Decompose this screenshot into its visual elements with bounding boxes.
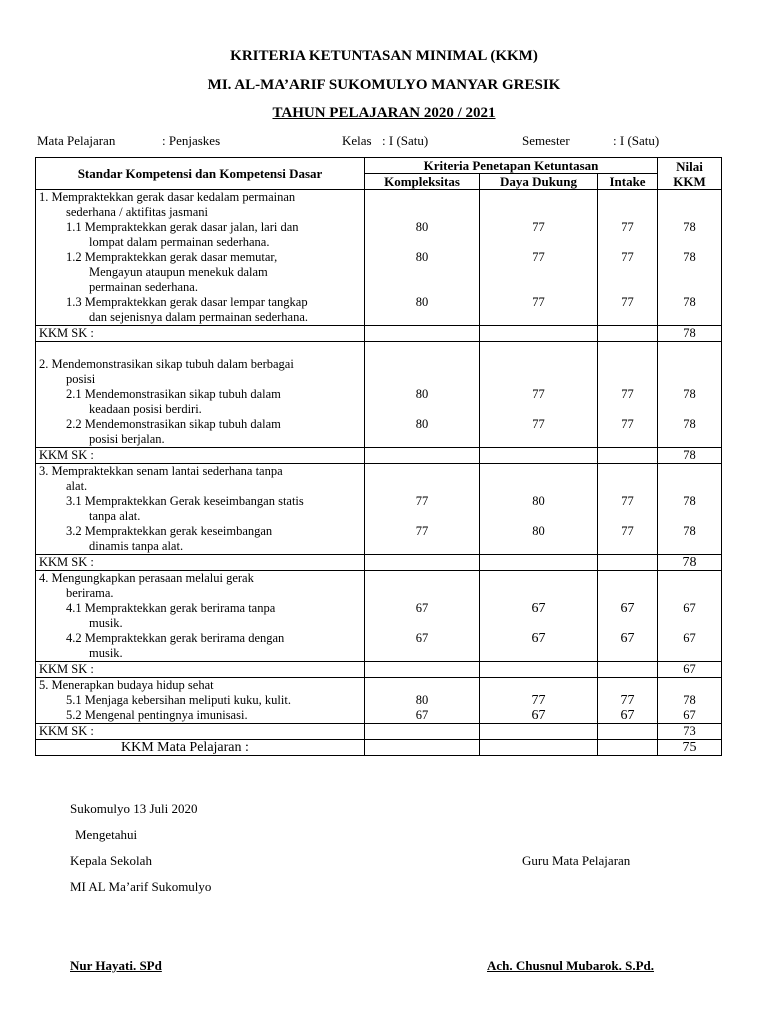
sk-text: 4. Mengungkapkan perasaan melalui gerak berirama. 4.1 Mempraktekkan gerak berirama tanpa musik. 4.2 Mempraktekkan gerak berirama dengan musik. <box>36 571 365 662</box>
kkm-sk-row-5 <box>36 724 722 740</box>
sk-block-3 <box>36 464 722 555</box>
sk-text: 2. Mendemonstrasikan sikap tubuh dalam berbagai posisi 2.1 Mendemonstrasikan sikap tubuh dalam keadaan posisi berdiri. 2.2 Mendemonstrasikan sikap tubuh dalam posisi berjalan. <box>36 342 365 448</box>
kkm-sk-label: KKM SK : <box>36 326 365 342</box>
kkm-table <box>35 157 722 756</box>
kkm-mapel-label: KKM Mata Pelajaran : <box>36 740 365 756</box>
kkm-sk-label: KKM SK : <box>36 448 365 464</box>
class-label: Kelas <box>342 133 372 148</box>
kompleksitas-cell: 80 80 <box>365 342 480 448</box>
header-row <box>36 158 722 174</box>
sk-text: 3. Mempraktekkan senam lantai sederhana tanpa alat. 3.1 Mempraktekkan Gerak keseimbangan statis tanpa alat. 3.2 Mempraktekkan gerak keseimbangan dinamis tanpa alat. <box>36 464 365 555</box>
kompleksitas-cell: 77 77 <box>365 464 480 555</box>
nilai-kkm-cell: 78 67 <box>658 678 722 724</box>
teacher-title: Guru Mata Pelajaran <box>522 853 631 868</box>
intake-cell: 67 67 <box>598 571 658 662</box>
principal-name: Nur Hayati. SPd <box>70 958 162 973</box>
daya-dukung-cell: 77 77 77 <box>480 190 598 326</box>
header-intake: Intake <box>598 174 658 190</box>
class-value: : I (Satu) <box>382 133 429 148</box>
kkm-sk-value: 78 <box>658 326 722 342</box>
sk-block-5 <box>36 678 722 724</box>
daya-dukung-cell: 77 77 <box>480 342 598 448</box>
subject-label: Mata Pelajaran <box>37 133 116 148</box>
semester-label: Semester <box>522 133 570 148</box>
header-sk: Standar Kompetensi dan Kompetensi Dasar <box>36 158 365 190</box>
document-title: KRITERIA KETUNTASAN MINIMAL (KKM) <box>230 48 538 64</box>
intake-cell: 77 77 <box>598 342 658 448</box>
kkm-sk-row-2 <box>36 448 722 464</box>
principal-title: Kepala Sekolah <box>70 853 152 868</box>
teacher-name: Ach. Chusnul Mubarok. S.Pd. <box>487 958 655 973</box>
kkm-sk-label: KKM SK : <box>36 662 365 678</box>
kkm-sk-label: KKM SK : <box>36 555 365 571</box>
place-date: Sukomulyo 13 Juli 2020 <box>70 801 198 816</box>
sk-text: 5. Menerapkan budaya hidup sehat 5.1 Menjaga kebersihan meliputi kuku, kulit. 5.2 Mengenal pentingnya imunisasi. <box>36 678 365 724</box>
subject-value: : Penjaskes <box>162 133 221 148</box>
kkm-sk-value: 73 <box>658 724 722 740</box>
daya-dukung-cell: 67 67 <box>480 571 598 662</box>
nilai-kkm-cell: 67 67 <box>658 571 722 662</box>
header-nilai-kkm: Nilai KKM <box>658 158 722 190</box>
nilai-kkm-cell: 78 78 <box>658 342 722 448</box>
intake-cell: 77 67 <box>598 678 658 724</box>
sk-block-4 <box>36 571 722 662</box>
kkm-sk-value: 78 <box>658 448 722 464</box>
daya-dukung-cell: 80 80 <box>480 464 598 555</box>
sk-block-2 <box>36 342 722 448</box>
kkm-sk-row-3 <box>36 555 722 571</box>
header-criteria: Kriteria Penetapan Ketuntasan <box>365 158 658 174</box>
kkm-sk-value: 67 <box>658 662 722 678</box>
school-name-footer: MI AL Ma’arif Sukomulyo <box>70 879 212 894</box>
kkm-sk-row-1 <box>36 326 722 342</box>
daya-dukung-cell: 77 67 <box>480 678 598 724</box>
kompleksitas-cell: 67 67 <box>365 571 480 662</box>
kkm-mapel-value: 75 <box>658 740 722 756</box>
nilai-kkm-cell: 78 78 <box>658 464 722 555</box>
intake-cell: 77 77 <box>598 464 658 555</box>
header-daya-dukung: Daya Dukung <box>480 174 598 190</box>
nilai-kkm-cell: 78 78 78 <box>658 190 722 326</box>
intake-cell: 77 77 77 <box>598 190 658 326</box>
kkm-sk-value: 78 <box>658 555 722 571</box>
kompleksitas-cell: 80 67 <box>365 678 480 724</box>
semester-value: : I (Satu) <box>613 133 660 148</box>
school-name: MI. AL-MA’ARIF SUKOMULYO MANYAR GRESIK <box>207 77 561 93</box>
kkm-mapel-row <box>36 740 722 756</box>
header-kompleksitas: Kompleksitas <box>365 174 480 190</box>
sk-block-1 <box>36 190 722 326</box>
kkm-sk-row-4 <box>36 662 722 678</box>
kkm-sk-label: KKM SK : <box>36 724 365 740</box>
kompleksitas-cell: 80 80 80 <box>365 190 480 326</box>
academic-year: TAHUN PELAJARAN 2020 / 2021 <box>272 105 496 121</box>
sk-text: 1. Mempraktekkan gerak dasar kedalam permainan sederhana / aktifitas jasmani 1.1 Mempraktekkan gerak dasar jalan, lari dan lompat dalam permainan sederhana. 1.2 Mempraktekkan gerak dasar memutar, Mengayun ataupun menekuk dalam permainan sederhana. 1.3 Mempraktekkan gerak dasar lempar tangkap dan sejenisnya dalam permainan sederhana. <box>36 190 365 326</box>
acknowledge-text: Mengetahui <box>75 827 138 842</box>
